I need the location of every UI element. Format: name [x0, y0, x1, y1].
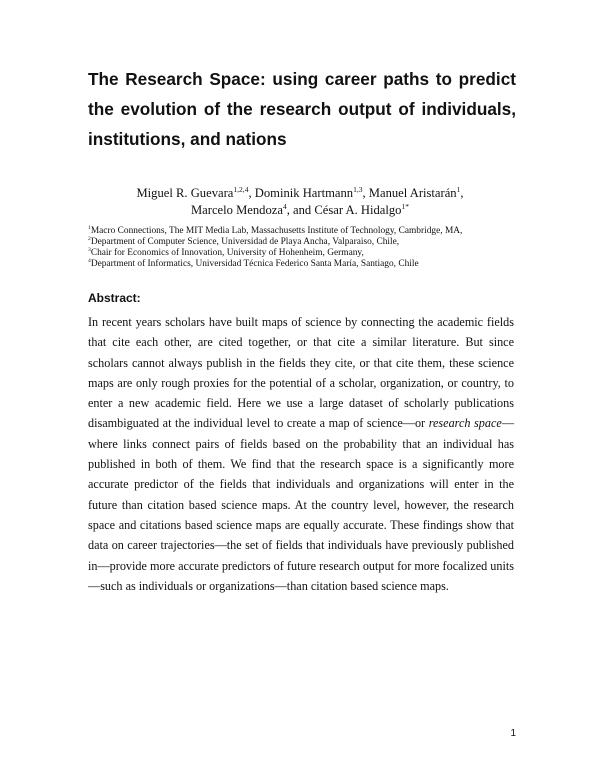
author: César A. Hidalgo$^{1*}$	[314, 201, 410, 217]
abstract-body: In recent years scholars have built maps of science by connecting the academic fields that cite each other, are cited together, or that cite a similar literature. But since scholars cannot always publish in the fields they cite, or that cite them, these science maps are only rough proxies for the potential of a scholar, organization, or country, to enter a new academic field. Here we use a large dataset of scholarly publications disambiguated at the individual level to create a map of science—or research space—where links connect pairs of fields based on the probability that an individual has published in both of them. We find that the research space is a significantly more accurate predictor of the fields that individuals and organizations will enter in the future than citation based science maps. At the country level, however, the research space and citations based science maps are equally accurate. These findings show that data on career trajectories—the set of fields that individuals have previously published in—provide more accurate predictors of future research output for more focalized units—such as individuals or organizations—than citation based science maps.	[88, 315, 514, 593]
page-number: 1	[510, 728, 516, 739]
author: Dominik Hartmann$^{1,3}$,	[254, 184, 369, 200]
affiliation: $^3$Chair for Economics of Innovation, University of Hohenheim, Germany,	[88, 246, 364, 258]
author: Marcelo Mendoza$^4$, and	[190, 201, 315, 217]
author: Manuel Aristarán$^1$,	[368, 184, 464, 200]
author: Miguel R. Guevara$^{1,2,4}$,	[136, 184, 255, 200]
affiliation: $^1$Macro Connections, The MIT Media Lab, Massachusetts Institute of Technology, Cambridge, MA,	[88, 224, 463, 236]
author-list	[100, 185, 500, 219]
affiliation: $^2$Department of Computer Science, Universidad de Playa Ancha, Valparaiso, Chile,	[88, 235, 400, 247]
abstract-heading: Abstract:	[88, 291, 141, 305]
abstract-emphasis: research space	[428, 416, 502, 431]
affiliation: $^4$Department of Informatics, Universidad Técnica Federico Santa María, Santiago, Chile	[88, 257, 419, 269]
paper-title: The Research Space: using career paths to predict the evolution of the research output of individuals, institutions, and nations	[88, 69, 516, 149]
affiliation-list	[88, 226, 518, 270]
